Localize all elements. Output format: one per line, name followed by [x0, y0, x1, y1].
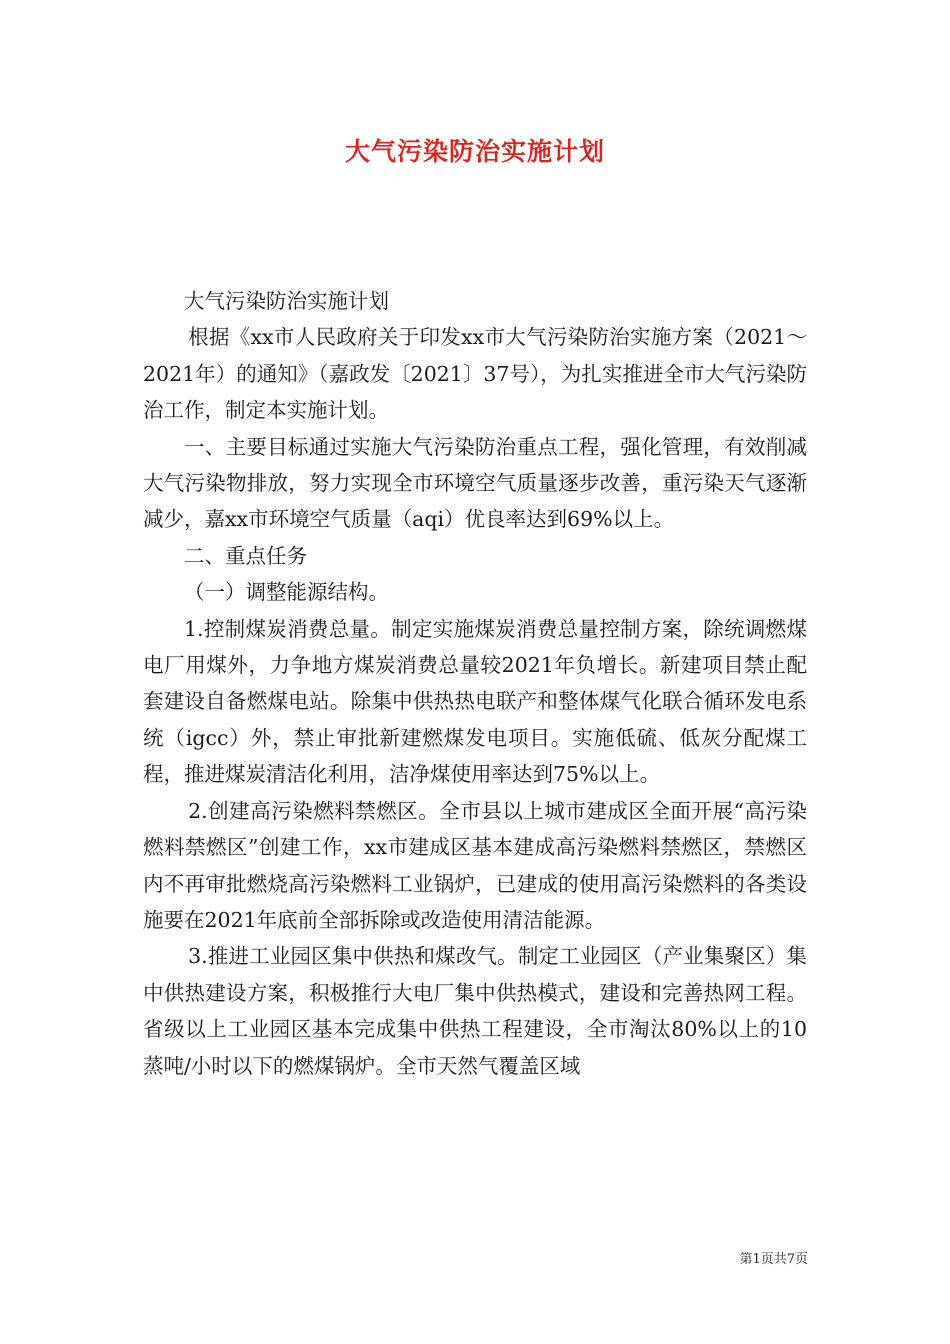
page-number: 第1页共7页: [739, 1252, 808, 1267]
paragraph-intro: 根据《xx市人民政府关于印发xx市大气污染防治实施方案（2021～2021年）的通知》（嘉政发〔2021〕37号），为扎实推进全市大气污染防治工作，制定本实施计划。: [143, 325, 807, 423]
paragraph-no-burn-zone: 2.创建高污染燃料禁燃区。全市县以上城市建成区全面开展“高污染燃料禁燃区”创建工作，xx市建成区基本建成高污染燃料禁燃区，禁燃区内不再审批燃烧高污染燃料工业锅炉，已建成的使用高污染燃料的各类设施要在2021年底前全部拆除或改造使用清洁能源。: [143, 798, 807, 932]
subsection-heading-energy: （一）调整能源结构。: [184, 580, 389, 605]
document-body: [143, 283, 807, 1084]
document-title: 大气污染防治实施计划: [344, 137, 605, 166]
paragraph-main-goal: 一、主要目标通过实施大气污染防治重点工程，强化管理，有效削减大气污染物排放，努力实现全市环境空气质量逐步改善，重污染天气逐渐减少，嘉xx市环境空气质量（aqi）优良率达到69%以上。: [143, 434, 807, 532]
section-heading-key-tasks: 二、重点任务: [184, 543, 307, 568]
paragraph-coal-control: 1.控制煤炭消费总量。制定实施煤炭消费总量控制方案，除统调燃煤电厂用煤外，力争地方煤炭消费总量较2021年负增长。新建项目禁止配套建设自备燃煤电站。除集中供热热电联产和整体煤气化联合循环发电系统（igcc）外，禁止审批新建燃煤发电项目。实施低硫、低灰分配煤工程，推进煤炭清洁化利用，洁净煤使用率达到75%以上。: [143, 616, 807, 787]
body-heading: 大气污染防治实施计划: [184, 289, 389, 313]
paragraph-central-heating: 3.推进工业园区集中供热和煤改气。制定工业园区（产业集聚区）集中供热建设方案，积极推行大电厂集中供热模式，建设和完善热网工程。省级以上工业园区基本完成集中供热工程建设，全市淘汰80%以上的10蒸吨/小时以下的燃煤锅炉。全市天然气覆盖区域: [143, 944, 807, 1078]
